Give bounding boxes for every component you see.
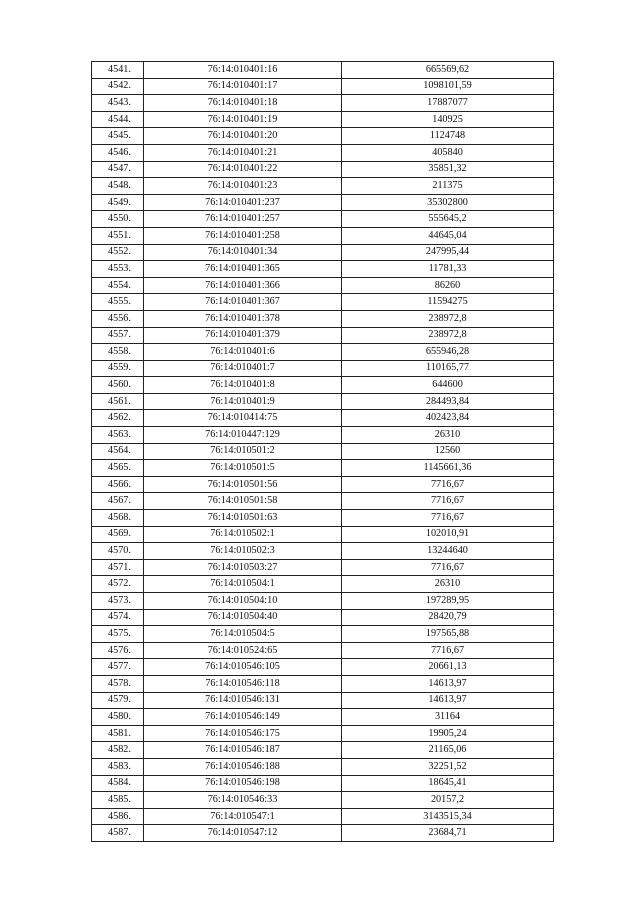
value-cell: 26310 [342,427,554,444]
row-number-cell: 4582. [92,742,144,759]
row-number-cell: 4562. [92,410,144,427]
cadastral-number-cell: 76:14:010501:2 [144,443,342,460]
value-cell: 28420,79 [342,609,554,626]
value-cell: 644600 [342,377,554,394]
cadastral-number-cell: 76:14:010401:365 [144,261,342,278]
cadastral-number-cell: 76:14:010401:20 [144,128,342,145]
value-cell: 21165,06 [342,742,554,759]
row-number-cell: 4545. [92,128,144,145]
row-number-cell: 4549. [92,194,144,211]
row-number-cell: 4564. [92,443,144,460]
table-row [92,393,554,410]
row-number-cell: 4544. [92,111,144,128]
value-cell: 655946,28 [342,344,554,361]
row-number-cell: 4563. [92,427,144,444]
cadastral-number-cell: 76:14:010504:10 [144,593,342,610]
value-cell: 211375 [342,178,554,195]
value-cell: 7716,67 [342,510,554,527]
row-number-cell: 4587. [92,825,144,842]
cadastral-number-cell: 76:14:010401:23 [144,178,342,195]
cadastral-number-cell: 76:14:010401:257 [144,211,342,228]
value-cell: 19905,24 [342,725,554,742]
value-cell: 23684,71 [342,825,554,842]
table-row [92,178,554,195]
cadastral-number-cell: 76:14:010524:65 [144,642,342,659]
table-row [92,377,554,394]
value-cell: 20157,2 [342,792,554,809]
value-cell: 35851,32 [342,161,554,178]
cadastral-number-cell: 76:14:010547:1 [144,808,342,825]
row-number-cell: 4552. [92,244,144,261]
value-cell: 238972,8 [342,327,554,344]
value-cell: 110165,77 [342,360,554,377]
value-cell: 102010,91 [342,526,554,543]
table-row [92,659,554,676]
table-row [92,792,554,809]
row-number-cell: 4547. [92,161,144,178]
value-cell: 1098101,59 [342,78,554,95]
cadastral-number-cell: 76:14:010401:17 [144,78,342,95]
row-number-cell: 4543. [92,95,144,112]
value-cell: 665569,62 [342,62,554,79]
row-number-cell: 4555. [92,294,144,311]
value-cell: 7716,67 [342,493,554,510]
row-number-cell: 4546. [92,144,144,161]
value-cell: 197565,88 [342,626,554,643]
table-row [92,227,554,244]
table-row [92,360,554,377]
cadastral-number-cell: 76:14:010401:19 [144,111,342,128]
cadastral-number-cell: 76:14:010546:175 [144,725,342,742]
cadastral-number-cell: 76:14:010504:40 [144,609,342,626]
row-number-cell: 4578. [92,675,144,692]
row-number-cell: 4572. [92,576,144,593]
table-row [92,244,554,261]
value-cell: 12560 [342,443,554,460]
row-number-cell: 4558. [92,344,144,361]
row-number-cell: 4559. [92,360,144,377]
table-row [92,62,554,79]
cadastral-number-cell: 76:14:010502:1 [144,526,342,543]
cadastral-number-cell: 76:14:010401:366 [144,277,342,294]
row-number-cell: 4553. [92,261,144,278]
value-cell: 555645,2 [342,211,554,228]
table-row [92,609,554,626]
cadastral-number-cell: 76:14:010546:149 [144,709,342,726]
table-row [92,559,554,576]
cadastral-value-table [91,61,554,842]
value-cell: 402423,84 [342,410,554,427]
table-row [92,775,554,792]
value-cell: 1145661,36 [342,460,554,477]
table-row [92,261,554,278]
row-number-cell: 4565. [92,460,144,477]
row-number-cell: 4577. [92,659,144,676]
row-number-cell: 4585. [92,792,144,809]
cadastral-number-cell: 76:14:010546:198 [144,775,342,792]
table-row [92,692,554,709]
row-number-cell: 4548. [92,178,144,195]
row-number-cell: 4551. [92,227,144,244]
cadastral-number-cell: 76:14:010401:7 [144,360,342,377]
cadastral-number-cell: 76:14:010401:237 [144,194,342,211]
table-row [92,576,554,593]
cadastral-number-cell: 76:14:010504:5 [144,626,342,643]
value-cell: 20661,13 [342,659,554,676]
table-row [92,825,554,842]
table-row [92,742,554,759]
table-row [92,111,554,128]
cadastral-number-cell: 76:14:010401:34 [144,244,342,261]
row-number-cell: 4583. [92,758,144,775]
cadastral-number-cell: 76:14:010546:187 [144,742,342,759]
value-cell: 13244640 [342,543,554,560]
value-cell: 7716,67 [342,476,554,493]
value-cell: 247995,44 [342,244,554,261]
table-row [92,310,554,327]
table-row [92,144,554,161]
cadastral-number-cell: 76:14:010401:379 [144,327,342,344]
value-cell: 7716,67 [342,559,554,576]
table-row [92,642,554,659]
cadastral-number-cell: 76:14:010401:258 [144,227,342,244]
value-cell: 197289,95 [342,593,554,610]
table-row [92,327,554,344]
value-cell: 405840 [342,144,554,161]
row-number-cell: 4550. [92,211,144,228]
cadastral-number-cell: 76:14:010501:63 [144,510,342,527]
document-page [91,61,553,842]
table-row [92,427,554,444]
row-number-cell: 4556. [92,310,144,327]
row-number-cell: 4561. [92,393,144,410]
cadastral-number-cell: 76:14:010546:118 [144,675,342,692]
table-row [92,410,554,427]
value-cell: 11594275 [342,294,554,311]
cadastral-number-cell: 76:14:010546:131 [144,692,342,709]
value-cell: 31164 [342,709,554,726]
table-row [92,543,554,560]
table-row [92,277,554,294]
value-cell: 3143515,34 [342,808,554,825]
cadastral-number-cell: 76:14:010503:27 [144,559,342,576]
cadastral-number-cell: 76:14:010502:3 [144,543,342,560]
table-row [92,758,554,775]
row-number-cell: 4566. [92,476,144,493]
value-cell: 35302800 [342,194,554,211]
row-number-cell: 4581. [92,725,144,742]
value-cell: 238972,8 [342,310,554,327]
value-cell: 140925 [342,111,554,128]
table-row [92,95,554,112]
row-number-cell: 4574. [92,609,144,626]
cadastral-number-cell: 76:14:010504:1 [144,576,342,593]
value-cell: 17887077 [342,95,554,112]
table-body [92,62,554,842]
cadastral-number-cell: 76:14:010401:378 [144,310,342,327]
row-number-cell: 4542. [92,78,144,95]
row-number-cell: 4560. [92,377,144,394]
cadastral-number-cell: 76:14:010501:58 [144,493,342,510]
table-row [92,161,554,178]
value-cell: 18645,41 [342,775,554,792]
cadastral-number-cell: 76:14:010547:12 [144,825,342,842]
table-row [92,675,554,692]
table-row [92,808,554,825]
table-row [92,211,554,228]
cadastral-number-cell: 76:14:010414:75 [144,410,342,427]
table-row [92,460,554,477]
table-row [92,510,554,527]
cadastral-number-cell: 76:14:010501:56 [144,476,342,493]
row-number-cell: 4568. [92,510,144,527]
cadastral-number-cell: 76:14:010501:5 [144,460,342,477]
cadastral-number-cell: 76:14:010401:16 [144,62,342,79]
row-number-cell: 4541. [92,62,144,79]
table-row [92,128,554,145]
table-row [92,476,554,493]
table-row [92,593,554,610]
row-number-cell: 4575. [92,626,144,643]
table-row [92,725,554,742]
cadastral-number-cell: 76:14:010447:129 [144,427,342,444]
value-cell: 26310 [342,576,554,593]
table-row [92,493,554,510]
cadastral-number-cell: 76:14:010546:33 [144,792,342,809]
value-cell: 284493,84 [342,393,554,410]
value-cell: 7716,67 [342,642,554,659]
cadastral-number-cell: 76:14:010546:105 [144,659,342,676]
value-cell: 14613,97 [342,692,554,709]
table-row [92,443,554,460]
table-row [92,194,554,211]
row-number-cell: 4569. [92,526,144,543]
row-number-cell: 4586. [92,808,144,825]
table-row [92,344,554,361]
cadastral-number-cell: 76:14:010401:22 [144,161,342,178]
value-cell: 86260 [342,277,554,294]
table-row [92,294,554,311]
value-cell: 44645,04 [342,227,554,244]
row-number-cell: 4557. [92,327,144,344]
value-cell: 32251,52 [342,758,554,775]
row-number-cell: 4554. [92,277,144,294]
value-cell: 11781,33 [342,261,554,278]
cadastral-number-cell: 76:14:010401:9 [144,393,342,410]
row-number-cell: 4579. [92,692,144,709]
cadastral-number-cell: 76:14:010401:367 [144,294,342,311]
table-row [92,626,554,643]
table-row [92,526,554,543]
table-row [92,709,554,726]
table-row [92,78,554,95]
row-number-cell: 4573. [92,593,144,610]
cadastral-number-cell: 76:14:010401:21 [144,144,342,161]
cadastral-number-cell: 76:14:010401:8 [144,377,342,394]
row-number-cell: 4571. [92,559,144,576]
row-number-cell: 4567. [92,493,144,510]
row-number-cell: 4570. [92,543,144,560]
cadastral-number-cell: 76:14:010401:18 [144,95,342,112]
row-number-cell: 4580. [92,709,144,726]
row-number-cell: 4576. [92,642,144,659]
cadastral-number-cell: 76:14:010401:6 [144,344,342,361]
cadastral-number-cell: 76:14:010546:188 [144,758,342,775]
value-cell: 1124748 [342,128,554,145]
value-cell: 14613,97 [342,675,554,692]
row-number-cell: 4584. [92,775,144,792]
